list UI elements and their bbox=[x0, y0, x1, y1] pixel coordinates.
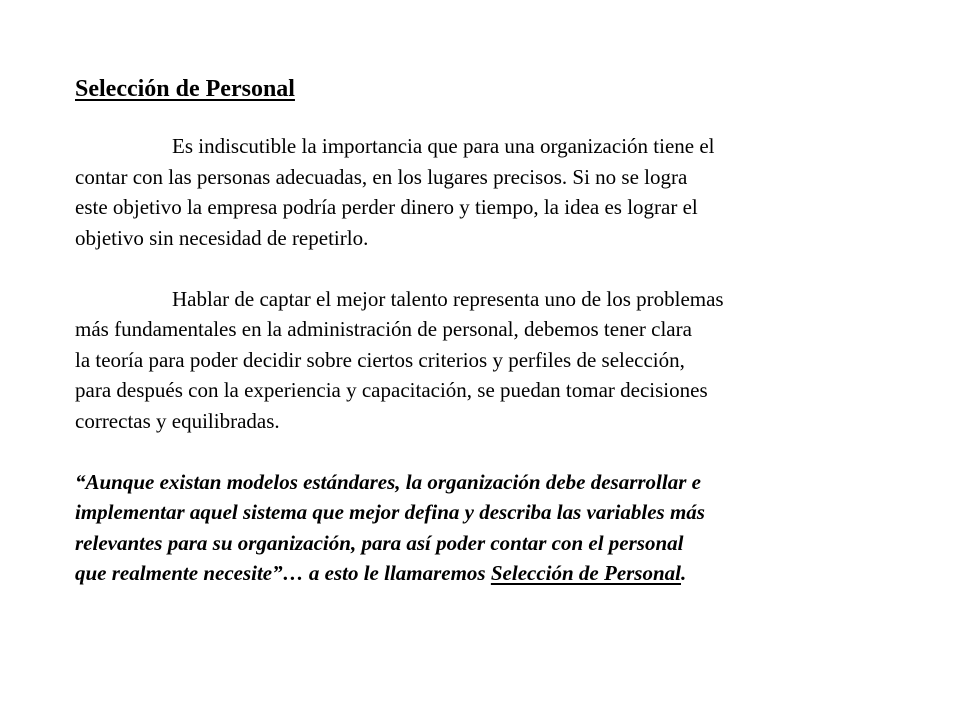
paragraph-line: para después con la experiencia y capacitación, se puedan tomar decisiones bbox=[75, 378, 708, 402]
paragraph-line: Hablar de captar el mejor talento representa uno de los problemas bbox=[172, 286, 724, 311]
quote-line-prefix: que realmente necesite”… a esto le llamaremos bbox=[75, 561, 491, 585]
quote-line-suffix: . bbox=[681, 561, 687, 585]
quote-line: implementar aquel sistema que mejor defina y describa las variables más bbox=[75, 500, 705, 524]
paragraph-1 bbox=[75, 131, 895, 253]
quote-line: “Aunque existan modelos estándares, la organización debe desarrollar e bbox=[75, 469, 701, 494]
quote-block bbox=[75, 467, 895, 589]
paragraph-2 bbox=[75, 284, 895, 437]
body-text bbox=[75, 131, 895, 589]
quote-last-line bbox=[75, 558, 895, 589]
quote-line: relevantes para su organización, para así poder contar con el personal bbox=[75, 530, 684, 555]
paragraph-spacer bbox=[75, 253, 895, 284]
page-title: Selección de Personal bbox=[75, 76, 295, 102]
paragraph-line: objetivo sin necesidad de repetirlo. bbox=[75, 225, 369, 250]
paragraph-line: contar con las personas adecuadas, en los lugares precisos. Si no se logra bbox=[75, 164, 688, 189]
paragraph-line: este objetivo la empresa podría perder dinero y tiempo, la idea es lograr el bbox=[75, 195, 698, 219]
paragraph-line: Es indiscutible la importancia que para una organización tiene el bbox=[172, 134, 715, 158]
paragraph-line: correctas y equilibradas. bbox=[75, 408, 280, 433]
paragraph-line: la teoría para poder decidir sobre ciertos criterios y perfiles de selección, bbox=[75, 347, 685, 372]
paragraph-line: más fundamentales en la administración de personal, debemos tener clara bbox=[75, 317, 692, 341]
paragraph-spacer bbox=[75, 436, 895, 467]
quote-term: Selección de Personal bbox=[490, 561, 681, 585]
